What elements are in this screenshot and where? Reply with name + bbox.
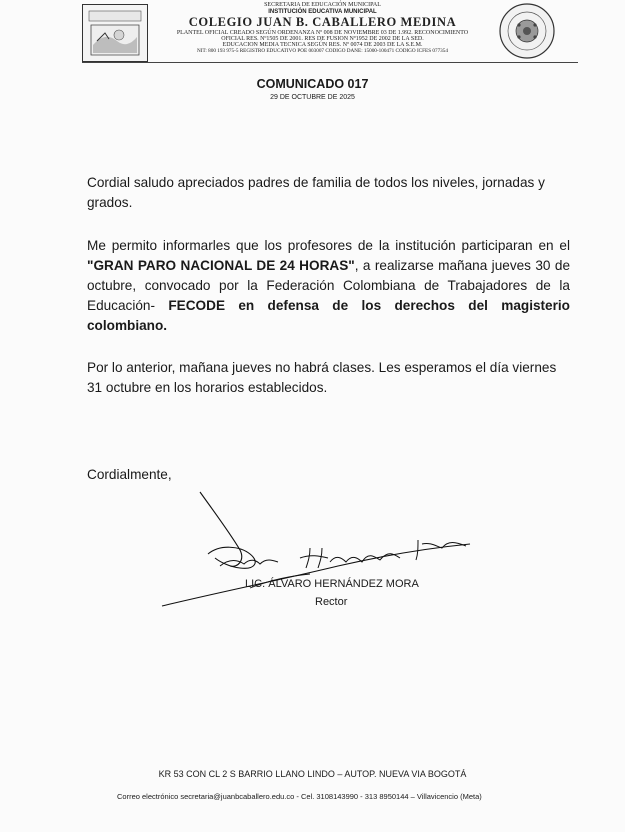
header-creation: PLANTEL OFICIAL CREADO SEGÚN ORDENANZA Nº 008 DE NOVIEMBRE 03 DE 1.992. RECONOCIMIENTO xyxy=(176,30,469,36)
footer-contact: Correo electrónico secretaria@juanbcaballero.edu.co - Cel. 3108143990 - 313 8950144 – Villavicencio (Meta) xyxy=(117,792,482,801)
announcement-text-a: Me permito informarles que los profesores de la institución participaran en el xyxy=(87,238,570,253)
footer-address: KR 53 CON CL 2 S BARRIO LLANO LINDO – AUTOP. NUEVA VIA BOGOTÁ xyxy=(158,769,467,779)
header-media-tecnica: EDUCACION MEDIA TECNICA SEGÚN RES. Nº 0074 DE 2003 DE LA S.E.M. xyxy=(222,42,423,48)
closing: Cordialmente, xyxy=(87,467,172,482)
signatory-role: Rector xyxy=(315,596,348,608)
no-classes-paragraph: Por lo anterior, mañana jueves no habrá clases. Les esperamos el día viernes 31 octubre en los horarios establecidos. xyxy=(87,360,557,395)
greeting-paragraph: Cordial saludo apreciados padres de familia de todos los niveles, jornadas y grados. xyxy=(87,175,545,210)
announcement-paragraph xyxy=(87,236,570,336)
school-seal-right xyxy=(498,2,556,60)
announcement-text-b: , a realizarse mañana jueves 30 de octubre, convocado por la Federación Colombiana de Trabajadores de la Educación- xyxy=(87,258,571,313)
header-resolution: OFICIAL RES. Nº1505 DE 2001. RES DE FUSION Nº1952 DE 2002 DE LA SED. xyxy=(221,36,424,42)
strike-name: "GRAN PARO NACIONAL DE 24 HORAS" xyxy=(87,258,355,273)
signatory-name: LIC. ÁLVARO HERNÁNDEZ MORA xyxy=(245,578,419,590)
handwritten-signature xyxy=(160,488,480,613)
school-name: COLEGIO JUAN B. CABALLERO MEDINA xyxy=(188,15,457,29)
comunicado-date: 29 DE OCTUBRE DE 2025 xyxy=(270,94,355,101)
header-institucion: INSTITUCIÓN EDUCATIVA MUNICIPAL xyxy=(268,9,377,15)
fecode-statement: FECODE en defensa de los derechos del magisterio colombiano. xyxy=(87,298,570,333)
header-nit: NIT: 800 193 975-5 REGISTRO EDUCATIVO POE 003007 CODIGO DANE: 15000-100471 CODIGO ICFES 077354 xyxy=(197,48,448,54)
comunicado-title: COMUNICADO 017 xyxy=(256,77,369,91)
header-secretaria: SECRETARIA DE EDUCACIÓN MUNICIPAL xyxy=(264,2,381,8)
school-crest-left xyxy=(82,4,148,62)
